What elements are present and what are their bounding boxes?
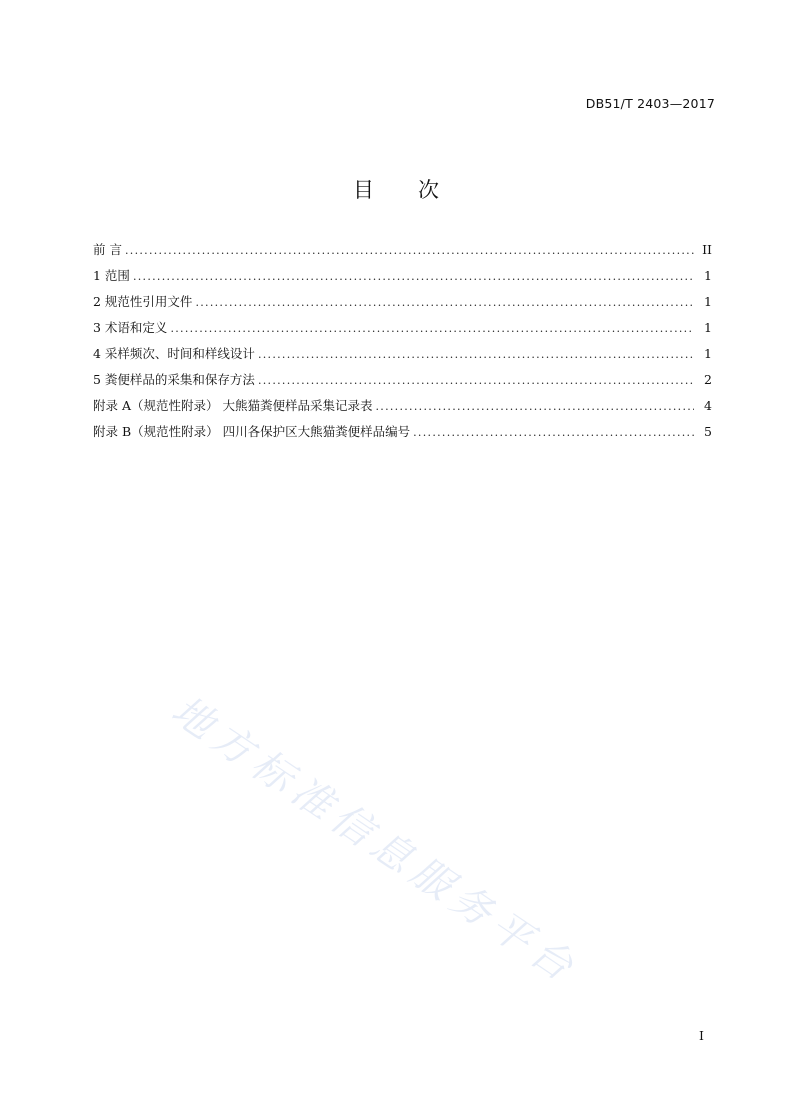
document-code: DB51/T 2403—2017 bbox=[585, 96, 715, 111]
toc-entry-terms-definitions[interactable] bbox=[93, 315, 712, 341]
toc-entry-foreword[interactable] bbox=[93, 237, 712, 263]
toc-entry-scope[interactable] bbox=[93, 263, 712, 289]
toc-dot-leader bbox=[258, 342, 694, 368]
toc-entry-label: 1 范围 bbox=[93, 268, 130, 283]
toc-title bbox=[0, 174, 792, 204]
toc-dot-leader bbox=[375, 394, 694, 420]
toc-entry-page: 1 bbox=[704, 320, 712, 335]
toc-entry-sampling-design[interactable] bbox=[93, 341, 712, 367]
toc-entry-appendix-a[interactable] bbox=[93, 393, 712, 419]
toc-entry-label: 2 规范性引用文件 bbox=[93, 294, 193, 309]
watermark: 地方标准信息服务平台 bbox=[163, 687, 587, 995]
toc-entry-page: 1 bbox=[704, 346, 712, 361]
toc-entry-page: 1 bbox=[704, 294, 712, 309]
toc-entry-label: 附录 B（规范性附录） 四川各保护区大熊猫粪便样品编号 bbox=[93, 424, 411, 439]
page-number: I bbox=[699, 1028, 704, 1043]
toc-entry-label: 5 粪便样品的采集和保存方法 bbox=[93, 372, 255, 387]
toc-dot-leader bbox=[133, 264, 694, 290]
toc-entry-appendix-b[interactable] bbox=[93, 419, 712, 445]
toc-entry-page: II bbox=[702, 242, 712, 257]
toc-entry-label: 3 术语和定义 bbox=[93, 320, 168, 335]
toc-title-char-1: 目 bbox=[353, 178, 374, 202]
toc-entry-label: 附录 A（规范性附录） 大熊猫粪便样品采集记录表 bbox=[93, 398, 373, 413]
toc-title-char-2: 次 bbox=[418, 178, 439, 202]
toc-entry-normative-references[interactable] bbox=[93, 289, 712, 315]
toc-entry-page: 4 bbox=[704, 398, 712, 413]
toc-entry-label: 4 采样频次、时间和样线设计 bbox=[93, 346, 255, 361]
toc-entry-collection-preservation[interactable] bbox=[93, 367, 712, 393]
toc-dot-leader bbox=[170, 316, 694, 342]
toc-dot-leader bbox=[413, 420, 694, 446]
toc-dot-leader bbox=[125, 238, 694, 264]
toc-entry-page: 5 bbox=[704, 424, 712, 439]
toc-entry-page: 1 bbox=[704, 268, 712, 283]
toc-dot-leader bbox=[258, 368, 694, 394]
toc-entry-label: 前 言 bbox=[93, 242, 122, 257]
toc-dot-leader bbox=[195, 290, 694, 316]
toc-entry-page: 2 bbox=[704, 372, 712, 387]
table-of-contents bbox=[93, 237, 712, 445]
